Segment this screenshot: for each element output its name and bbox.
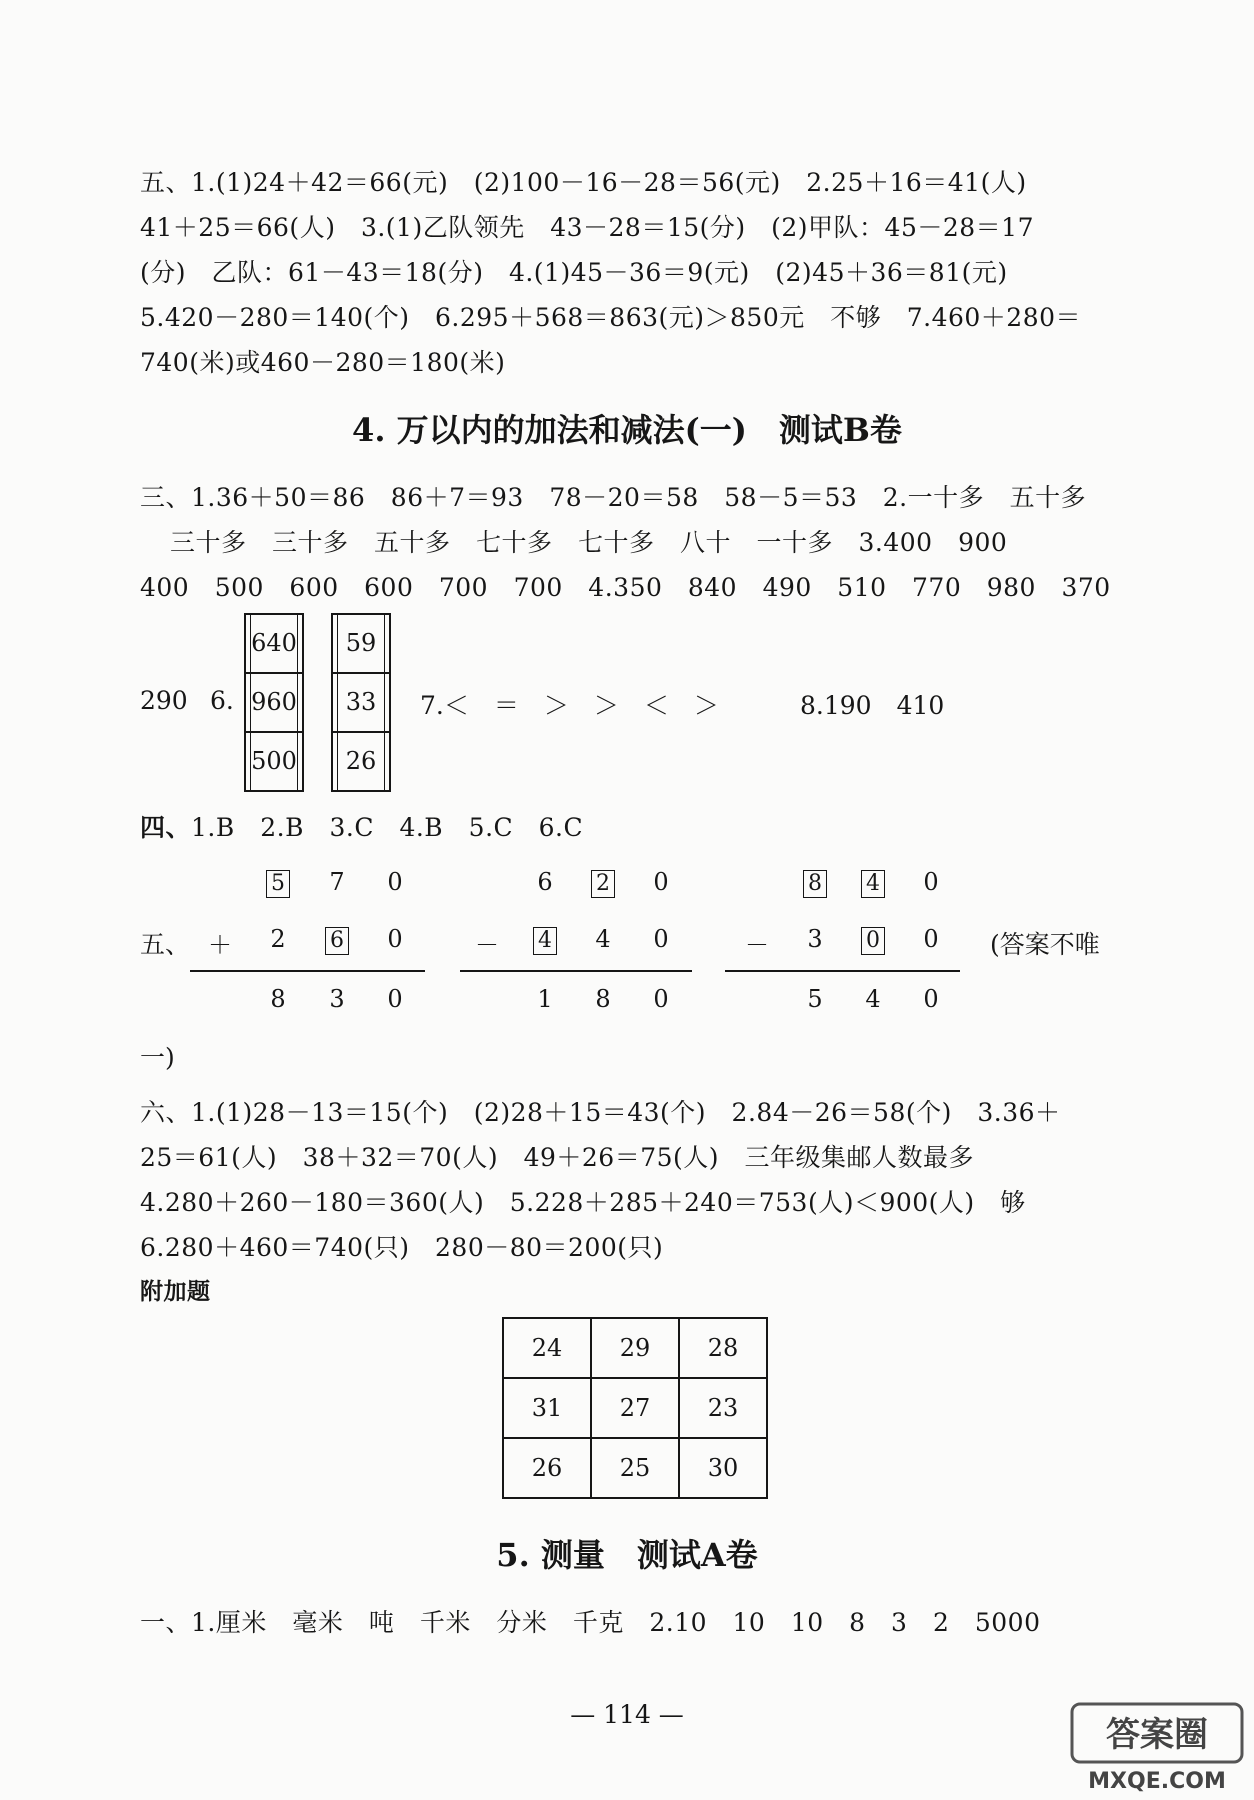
sum-line xyxy=(725,970,960,972)
section-heading: 5. 测量 测试A卷 xyxy=(496,1536,758,1574)
answer-box-stack-a xyxy=(244,613,304,792)
operator: ＋ xyxy=(208,931,232,959)
bonus-label: 附加题 xyxy=(140,1278,211,1305)
answer-box-stack-b xyxy=(331,613,391,792)
watermark-logo-icon xyxy=(1070,1700,1245,1795)
digit: 0 xyxy=(653,985,669,1013)
digit: 0 xyxy=(923,925,939,953)
digit: 0 xyxy=(387,868,403,896)
digit: 0 xyxy=(653,868,669,896)
answer-line: 三、1.36＋50＝86 86＋7＝93 78－20＝58 58－5＝53 2.一十多 五十多 xyxy=(140,483,1087,512)
digit: 0 xyxy=(923,868,939,896)
answer-line: 6.280＋460＝740(只) 280－80＝200(只) xyxy=(140,1233,664,1262)
filled-blank: 6 xyxy=(325,927,349,955)
section-label: 四、 xyxy=(140,813,192,842)
answer-line: 六、1.(1)28－13＝15(个) (2)28＋15＝43(个) 2.84－26＝58(个) 3.36＋ xyxy=(140,1098,1061,1127)
answer-line: 三十多 三十多 五十多 七十多 七十多 八十 一十多 3.400 900 xyxy=(170,528,1008,557)
stack-cell: 640 xyxy=(246,615,302,674)
digit: 4 xyxy=(595,925,611,953)
grid-cell: 25 xyxy=(591,1438,679,1498)
magic-square-grid xyxy=(502,1317,768,1499)
stack-cell: 26 xyxy=(345,747,377,775)
answer-line: 4.280＋260－180＝360(人) 5.228＋285＋240＝753(人)＜900(人) 够 xyxy=(140,1188,1026,1217)
stack-cell: 960 xyxy=(246,674,302,733)
operator: － xyxy=(475,931,499,959)
filled-blank: 4 xyxy=(533,927,557,955)
sum-line xyxy=(460,970,692,972)
answer-line: 25＝61(人) 38＋32＝70(人) 49＋26＝75(人) 三年级集邮人数最多 xyxy=(140,1143,975,1172)
answer-line xyxy=(140,808,583,844)
digit: 6 xyxy=(537,868,553,896)
svg-text:MXQE.COM: MXQE.COM xyxy=(1088,1769,1226,1794)
sum-line xyxy=(190,970,425,972)
answer-token: 8.190 410 xyxy=(800,691,945,720)
grid-cell: 31 xyxy=(503,1378,591,1438)
operator: － xyxy=(745,931,769,959)
grid-cell: 26 xyxy=(503,1438,591,1498)
note-text: (答案不唯 xyxy=(990,930,1100,959)
page-number: — 114 — xyxy=(570,1700,684,1729)
choice-answers: 1.B 2.B 3.C 4.B 5.C 6.C xyxy=(191,813,584,842)
filled-blank: 5 xyxy=(266,870,290,898)
digit: 2 xyxy=(270,925,286,953)
filled-blank: 4 xyxy=(861,870,885,898)
answer-token: 290 xyxy=(140,686,188,715)
digit: 4 xyxy=(865,985,881,1013)
grid-cell: 27 xyxy=(591,1378,679,1438)
digit: 8 xyxy=(270,985,286,1013)
section-label: 五、 xyxy=(140,930,191,959)
section-heading: 4. 万以内的加法和减法(一) 测试B卷 xyxy=(352,411,902,449)
filled-blank: 2 xyxy=(591,870,615,898)
grid-cell: 24 xyxy=(503,1318,591,1378)
digit: 5 xyxy=(807,985,823,1013)
filled-blank: 8 xyxy=(803,870,827,898)
answer-line: 五、1.(1)24＋42＝66(元) (2)100－16－28＝56(元) 2.25＋16＝41(人) xyxy=(140,168,1027,197)
answer-line: 一、1.厘米 毫米 吨 千米 分米 千克 2.10 10 10 8 3 2 5000 xyxy=(140,1608,1041,1637)
digit: 8 xyxy=(595,985,611,1013)
grid-cell: 29 xyxy=(591,1318,679,1378)
answer-line: 740(米)或460－280＝180(米) xyxy=(140,348,506,377)
filled-blank: 0 xyxy=(861,927,885,955)
note-text: 一) xyxy=(140,1043,175,1072)
comparison-answers: 7.＜ ＝ ＞ ＞ ＜ ＞ xyxy=(420,691,719,720)
answer-line: 41＋25＝66(人) 3.(1)乙队领先 43－28＝15(分) (2)甲队：45－28＝17 xyxy=(140,213,1034,242)
digit: 1 xyxy=(537,985,553,1013)
digit: 0 xyxy=(387,925,403,953)
digit: 0 xyxy=(923,985,939,1013)
grid-cell: 30 xyxy=(679,1438,767,1498)
grid-cell: 23 xyxy=(679,1378,767,1438)
digit: 0 xyxy=(387,985,403,1013)
stack-cell: 33 xyxy=(333,674,389,733)
grid-cell: 28 xyxy=(679,1318,767,1378)
question-number: 6. xyxy=(210,686,234,715)
stack-cell: 59 xyxy=(333,615,389,674)
digit: 3 xyxy=(807,925,823,953)
answer-line: 400 500 600 600 700 700 4.350 840 490 510 770 980 370 xyxy=(140,573,1111,602)
stack-cell: 500 xyxy=(251,747,297,775)
answer-line: 5.420－280＝140(个) 6.295＋568＝863(元)＞850元 不够 7.460＋280＝ xyxy=(140,303,1082,332)
answer-line: (分) 乙队：61－43＝18(分) 4.(1)45－36＝9(元) (2)45＋36＝81(元) xyxy=(140,258,1008,287)
digit: 7 xyxy=(329,868,345,896)
digit: 0 xyxy=(653,925,669,953)
digit: 3 xyxy=(329,985,345,1013)
svg-text:答案圈: 答案圈 xyxy=(1106,1715,1208,1755)
